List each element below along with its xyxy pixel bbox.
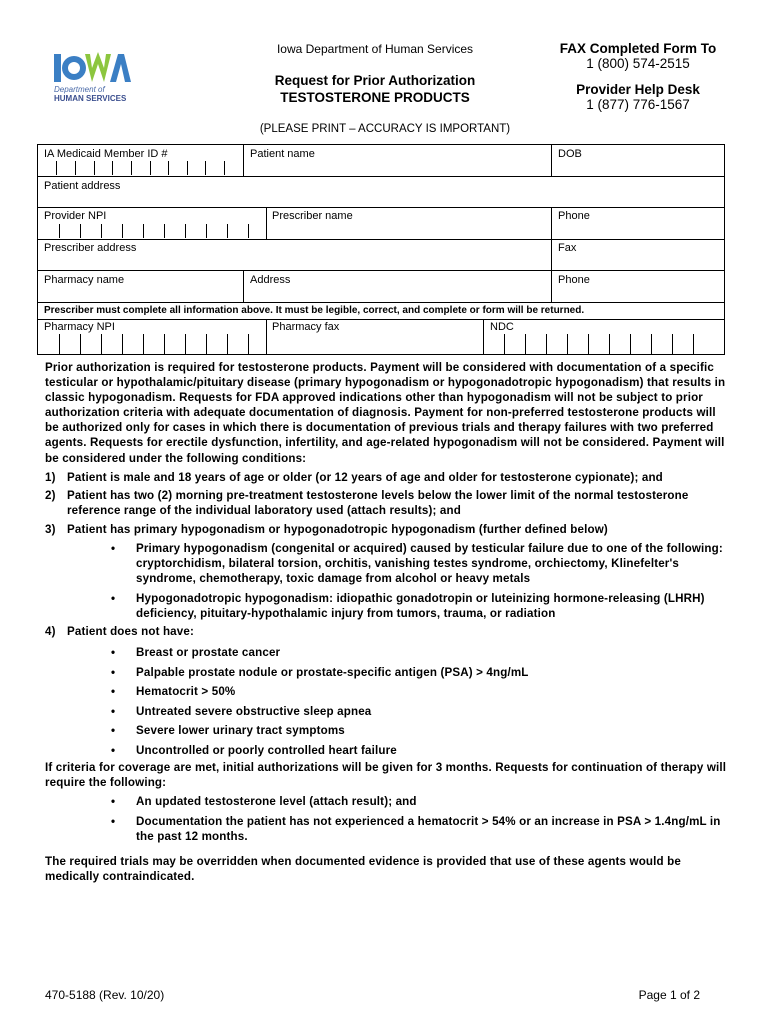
list-item: • Untreated severe obstructive sleep apnea bbox=[111, 704, 372, 718]
please-print-note: (PLEASE PRINT – ACCURACY IS IMPORTANT) bbox=[259, 123, 511, 135]
pharmacy-fax-field[interactable]: Pharmacy fax bbox=[272, 321, 340, 333]
continuation-paragraph: If criteria for coverage are met, initial authorizations will be given for 3 months. Requests for continuation of therapy will require the following: bbox=[45, 761, 727, 790]
pharmacy-address-field[interactable]: Address bbox=[250, 274, 291, 286]
prescriber-name-field[interactable]: Prescriber name bbox=[272, 210, 353, 222]
intro-paragraph: Prior authorization is required for testosterone products. Payment will be considered with documentation of a specific testicular or hypothalamic/pituitary disease (primary hypogonadism or hypogonadotropic hypogonadism) that results in classic hypogonadism. Requests for FDA approved indications other than hypogonadism will not be subject to prior authorization criteria with adequate documentation of diagnosis. Payment for non-preferred testosterone products will be authorized only for cases in which there is documentation of previous trials and therapy failures with two preferred agents. Requests for erectile dysfunction, infertility, and age-related hypogonadism will not be considered. Payment will be considered under the following conditions: bbox=[45, 361, 726, 465]
list-item: • Palpable prostate nodule or prostate-specific antigen (PSA) > 4ng/mL bbox=[111, 665, 529, 679]
criterion-4: 4) Patient does not have: bbox=[45, 625, 194, 638]
fax-field[interactable]: Fax bbox=[558, 242, 577, 254]
title-line1: Request for Prior Authorization bbox=[274, 73, 476, 88]
iowa-logo-mark bbox=[52, 48, 132, 86]
criterion-1: 1) Patient is male and 18 years of age or older (or 12 years of age and older for testosterone cypionate); and bbox=[45, 470, 663, 484]
pharmacy-name-field[interactable]: Pharmacy name bbox=[44, 274, 125, 286]
list-item: • Uncontrolled or poorly controlled heart failure bbox=[111, 744, 397, 758]
list-item: • Hematocrit > 50% bbox=[111, 685, 236, 699]
logo-sub1: Department of bbox=[54, 85, 105, 94]
patient-name-field[interactable]: Patient name bbox=[250, 148, 315, 160]
request-form bbox=[37, 144, 725, 355]
ndc-field[interactable]: NDC bbox=[490, 321, 514, 333]
list-item: • Severe lower urinary tract symptoms bbox=[111, 724, 345, 738]
override-paragraph: The required trials may be overridden when documented evidence is provided that use of these agents would be medically contraindicated. bbox=[45, 855, 681, 884]
completion-notice: Prescriber must complete all information above. It must be legible, correct, and complete or form will be returned. bbox=[44, 305, 585, 316]
list-item: • Hypogonadotropic hypogonadism: idiopathic gonadotropin or luteinizing hormone-releasing (LHRH) deficiency, pituitary-hypothalamic injury from tumors, trauma, or radiation bbox=[111, 591, 705, 620]
helpdesk-block bbox=[548, 82, 728, 112]
provider-npi-field[interactable]: Provider NPI bbox=[44, 210, 107, 222]
member-id-field[interactable]: IA Medicaid Member ID # bbox=[44, 148, 168, 160]
title-line2: TESTOSTERONE PRODUCTS bbox=[280, 90, 470, 105]
logo-subtitle bbox=[54, 85, 126, 103]
agency-name: Iowa Department of Human Services bbox=[276, 42, 474, 56]
criteria-body bbox=[45, 360, 730, 884]
helpdesk-number: 1 (877) 776-1567 bbox=[586, 97, 690, 112]
fax-block bbox=[548, 41, 728, 71]
dob-field[interactable]: DOB bbox=[558, 148, 582, 160]
list-item: • An updated testosterone level (attach result); and bbox=[111, 795, 417, 809]
criterion-3: 3) Patient has primary hypogonadism or hypogonadotropic hypogonadism (further defined below) bbox=[45, 522, 608, 536]
fax-number: 1 (800) 574-2515 bbox=[586, 56, 690, 71]
form-title bbox=[230, 72, 520, 106]
iowa-dhs-logo bbox=[52, 48, 132, 108]
phone-field[interactable]: Phone bbox=[558, 210, 590, 222]
list-item: • Breast or prostate cancer bbox=[111, 646, 281, 660]
list-item: • Primary hypogonadism (congenital or acquired) caused by testicular failure due to one of the following: cryptorchidism, bilateral torsion, orchitis, vanishing testes syndrome, orchiectomy, Klinefelter's syndrome, chemotherapy, toxic damage from alcohol or heavy metals bbox=[111, 542, 723, 586]
criterion-2: 2) Patient has two (2) morning pre-treatment testosterone levels below the lower limit of the normal testosterone reference range of the individual laboratory used (attach results); and bbox=[45, 488, 689, 517]
page-number: Page 1 of 2 bbox=[638, 988, 700, 1002]
fax-label: FAX Completed Form To bbox=[559, 41, 717, 56]
patient-address-field[interactable]: Patient address bbox=[44, 180, 121, 192]
pharmacy-phone-field[interactable]: Phone bbox=[558, 274, 590, 286]
pharmacy-npi-field[interactable]: Pharmacy NPI bbox=[44, 321, 115, 333]
list-item: • Documentation the patient has not experienced a hematocrit > 54% or an increase in PSA > 1.4ng/mL in the past 12 months. bbox=[111, 814, 721, 844]
prescriber-address-field[interactable]: Prescriber address bbox=[44, 242, 137, 254]
form-number: 470-5188 (Rev. 10/20) bbox=[45, 988, 165, 1002]
helpdesk-label: Provider Help Desk bbox=[576, 82, 700, 97]
logo-sub2: HUMAN SERVICES bbox=[54, 94, 127, 103]
